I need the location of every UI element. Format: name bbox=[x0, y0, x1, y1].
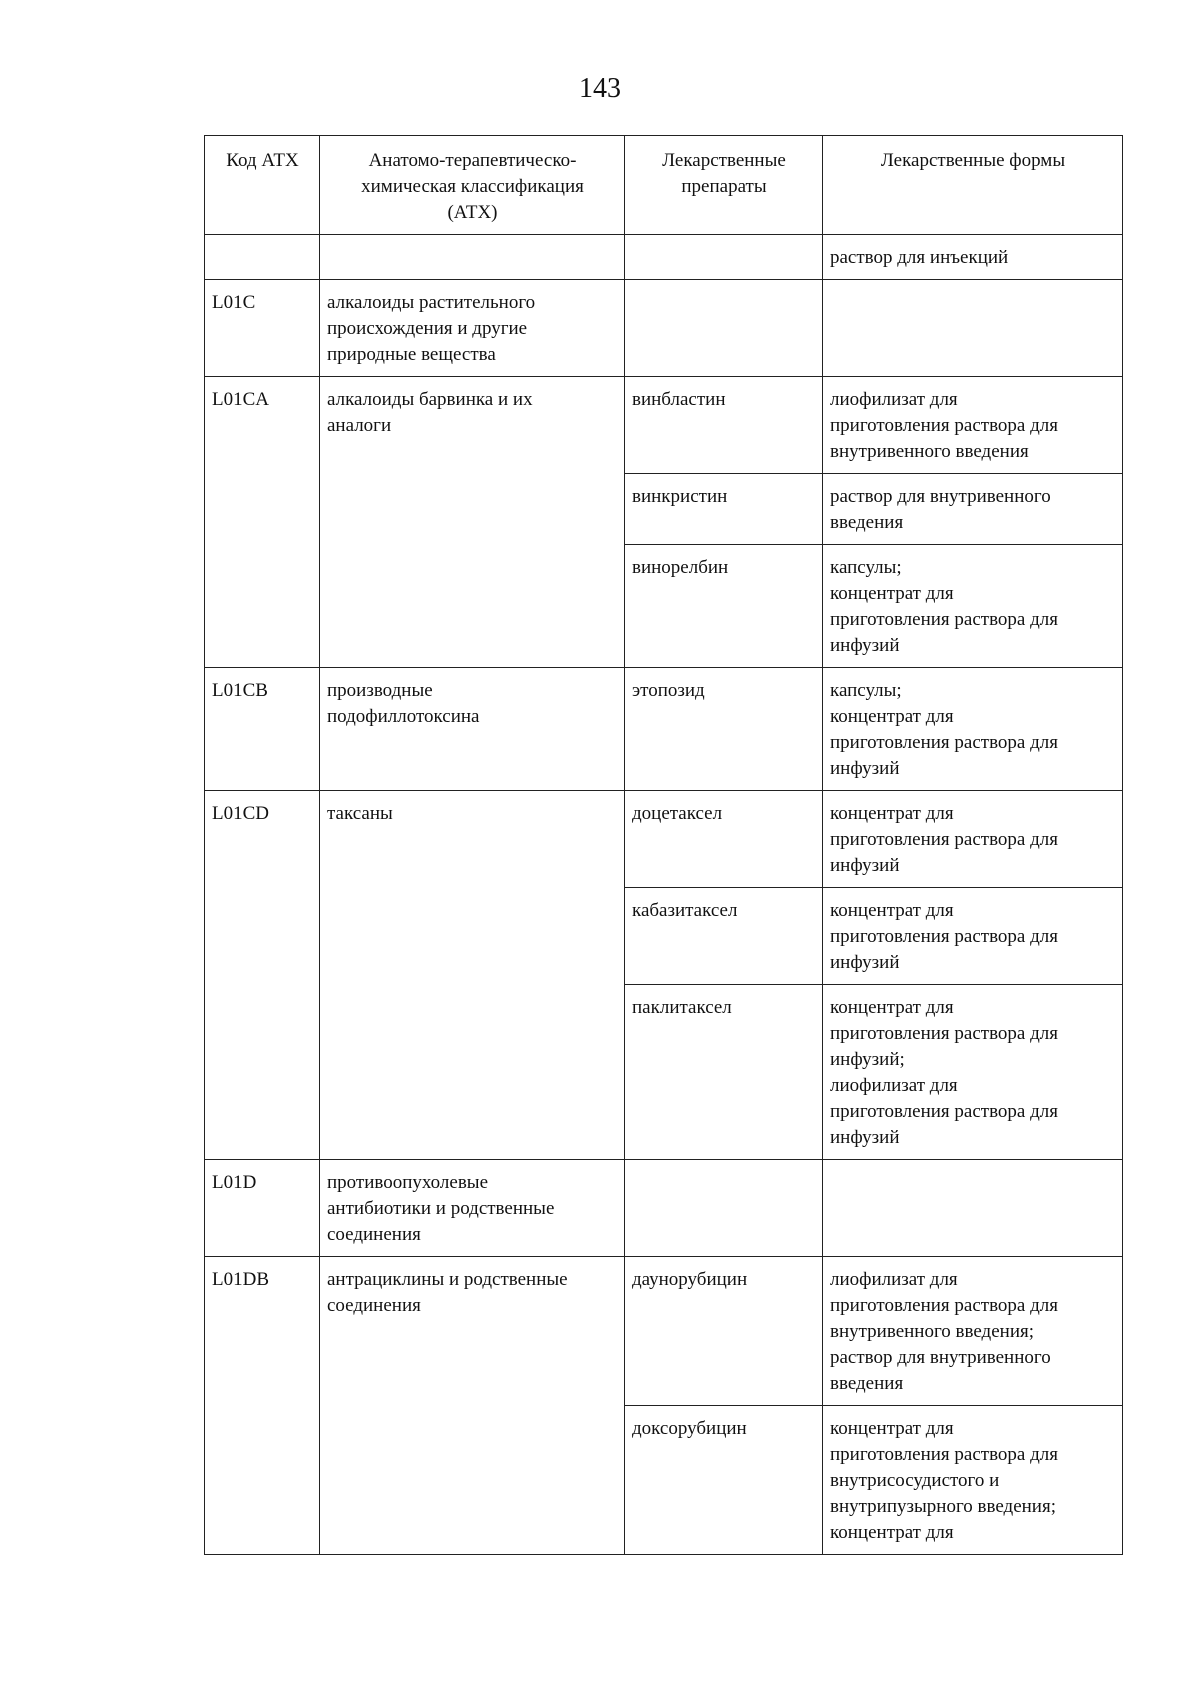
cell-classification: производные подофиллотоксина bbox=[320, 668, 625, 791]
cell-drug: винкристин bbox=[625, 474, 823, 545]
cell-dosage-form: концентрат для приготовления раствора для инфузий bbox=[823, 791, 1123, 888]
cell-classification: антрациклины и родственные соединения bbox=[320, 1257, 625, 1555]
cell-dosage-form: раствор для внутривенного введения bbox=[823, 474, 1123, 545]
header-drugs: Лекарственные препараты bbox=[625, 136, 823, 235]
cell-atc-code: L01CB bbox=[205, 668, 320, 791]
cell-drug bbox=[625, 1160, 823, 1257]
cell-atc-code: L01DB bbox=[205, 1257, 320, 1555]
header-atc-code: Код АТХ bbox=[205, 136, 320, 235]
cell-drug: кабазитаксел bbox=[625, 888, 823, 985]
cell-classification: алкалоиды растительного происхождения и другие природные вещества bbox=[320, 280, 625, 377]
cell-atc-code: L01CA bbox=[205, 377, 320, 668]
cell-atc-code: L01D bbox=[205, 1160, 320, 1257]
table-row bbox=[205, 668, 1123, 791]
table-body bbox=[205, 235, 1123, 1555]
cell-atc-code: L01CD bbox=[205, 791, 320, 1160]
page-number: 143 bbox=[579, 73, 621, 104]
cell-dosage-form bbox=[823, 280, 1123, 377]
cell-dosage-form: раствор для инъекций bbox=[823, 235, 1123, 280]
table-header-row bbox=[205, 136, 1123, 235]
cell-dosage-form: концентрат для приготовления раствора для инфузий; лиофилизат для приготовления раствора для инфузий bbox=[823, 985, 1123, 1160]
cell-drug: паклитаксел bbox=[625, 985, 823, 1160]
cell-drug: даунорубицин bbox=[625, 1257, 823, 1406]
table-row bbox=[205, 377, 1123, 474]
cell-dosage-form: капсулы; концентрат для приготовления раствора для инфузий bbox=[823, 545, 1123, 668]
cell-drug bbox=[625, 235, 823, 280]
cell-drug bbox=[625, 280, 823, 377]
cell-drug: этопозид bbox=[625, 668, 823, 791]
table-row bbox=[205, 791, 1123, 888]
table-row bbox=[205, 280, 1123, 377]
cell-classification bbox=[320, 235, 625, 280]
header-dosage-forms: Лекарственные формы bbox=[823, 136, 1123, 235]
cell-classification: алкалоиды барвинка и их аналоги bbox=[320, 377, 625, 668]
cell-drug: доцетаксел bbox=[625, 791, 823, 888]
table-row bbox=[205, 1257, 1123, 1406]
cell-dosage-form: концентрат для приготовления раствора для внутрисосудистого и внутрипузырного введения; концентрат для bbox=[823, 1406, 1123, 1555]
cell-classification: противоопухолевые антибиотики и родственные соединения bbox=[320, 1160, 625, 1257]
cell-dosage-form: лиофилизат для приготовления раствора для внутривенного введения bbox=[823, 377, 1123, 474]
cell-classification: таксаны bbox=[320, 791, 625, 1160]
cell-atc-code: L01C bbox=[205, 280, 320, 377]
cell-dosage-form: лиофилизат для приготовления раствора для внутривенного введения; раствор для внутривенного введения bbox=[823, 1257, 1123, 1406]
table-row-continuation bbox=[205, 235, 1123, 280]
cell-dosage-form: концентрат для приготовления раствора для инфузий bbox=[823, 888, 1123, 985]
cell-atc-code bbox=[205, 235, 320, 280]
cell-drug: доксорубицин bbox=[625, 1406, 823, 1555]
cell-dosage-form bbox=[823, 1160, 1123, 1257]
cell-dosage-form: капсулы; концентрат для приготовления раствора для инфузий bbox=[823, 668, 1123, 791]
header-classification: Анатомо-терапевтическо- химическая классификация (АТХ) bbox=[320, 136, 625, 235]
cell-drug: винорелбин bbox=[625, 545, 823, 668]
table-row bbox=[205, 1160, 1123, 1257]
atc-drug-table bbox=[204, 135, 1123, 1555]
cell-drug: винбластин bbox=[625, 377, 823, 474]
